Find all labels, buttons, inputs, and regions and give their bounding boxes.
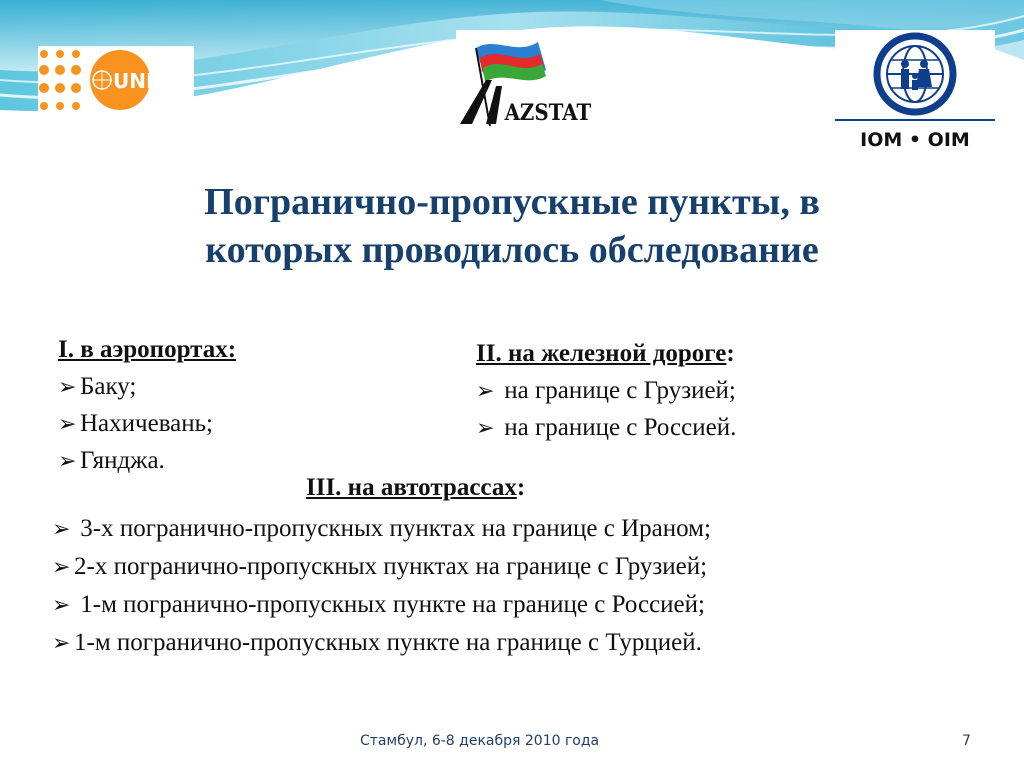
airport-item-2: Нахичевань;: [80, 410, 213, 437]
highways-heading-text: III. на автотрассах: [306, 474, 517, 501]
railway-heading-text: II. на железной дороге: [476, 340, 727, 367]
list-item: [476, 409, 736, 446]
airports-heading: [58, 334, 236, 366]
arrow-bullet-icon: ➢: [58, 374, 77, 399]
slide-title-line-1: Погранично-пропускные пункты, в: [204, 181, 820, 223]
footer-text: Стамбул, 6-8 декабря 2010 года: [360, 733, 600, 749]
page-number: 7: [962, 733, 971, 749]
arrow-bullet-icon: ➢: [52, 554, 71, 579]
iom-logo: [835, 30, 995, 154]
list-item: [58, 368, 236, 405]
airport-item-1: Баку;: [80, 373, 137, 400]
highway-item-3: 1-м погранично-пропускных пункте на границе с Россией;: [80, 591, 705, 618]
iom-logo-text: IOM • OIM: [860, 129, 970, 151]
unfpa-logo-text: UNFPA: [113, 69, 188, 93]
list-item: [52, 586, 711, 624]
list-item: [52, 624, 711, 662]
arrow-bullet-icon: ➢: [58, 411, 77, 436]
airports-heading-text: I. в аэропортах:: [58, 336, 237, 363]
list-item: [52, 510, 711, 548]
airports-section: [58, 334, 236, 479]
airport-item-3: Гянджа.: [80, 447, 165, 474]
un-emblem-icon: [93, 71, 111, 89]
highway-item-2: 2-х погранично-пропускных пунктах на границе с Грузией;: [74, 553, 708, 580]
railway-item-1: на границе с Грузией;: [504, 377, 736, 404]
highways-section: [52, 510, 711, 662]
list-item: [58, 405, 236, 442]
railway-section: [476, 338, 736, 446]
highways-heading-suffix: :: [516, 474, 526, 501]
arrow-bullet-icon: ➢: [52, 516, 71, 541]
slide-title-line-2: которых проводилось обследование: [205, 229, 819, 271]
highway-item-4: 1-м погранично-пропускных пункте на границе с Турцией.: [74, 629, 702, 656]
railway-heading-suffix: :: [726, 340, 735, 367]
arrow-bullet-icon: ➢: [52, 630, 71, 655]
highways-heading: [306, 474, 525, 502]
railway-item-2: на границе с Россией.: [504, 414, 737, 441]
railway-heading: [476, 338, 736, 370]
arrow-bullet-icon: ➢: [476, 378, 495, 403]
list-item: [476, 372, 736, 409]
slide-title: [110, 178, 914, 274]
list-item: [52, 548, 711, 586]
azstat-logo-text: AZSTAT: [504, 98, 592, 126]
arrow-bullet-icon: ➢: [476, 415, 495, 440]
list-item: [58, 442, 236, 479]
arrow-bullet-icon: ➢: [52, 592, 71, 617]
unfpa-logo: [38, 46, 194, 116]
highway-item-1: 3-х погранично-пропускных пунктах на границе с Ираном;: [80, 515, 711, 542]
arrow-bullet-icon: ➢: [58, 448, 77, 473]
azstat-logo: [456, 30, 592, 128]
globe-family-icon: [877, 36, 953, 112]
